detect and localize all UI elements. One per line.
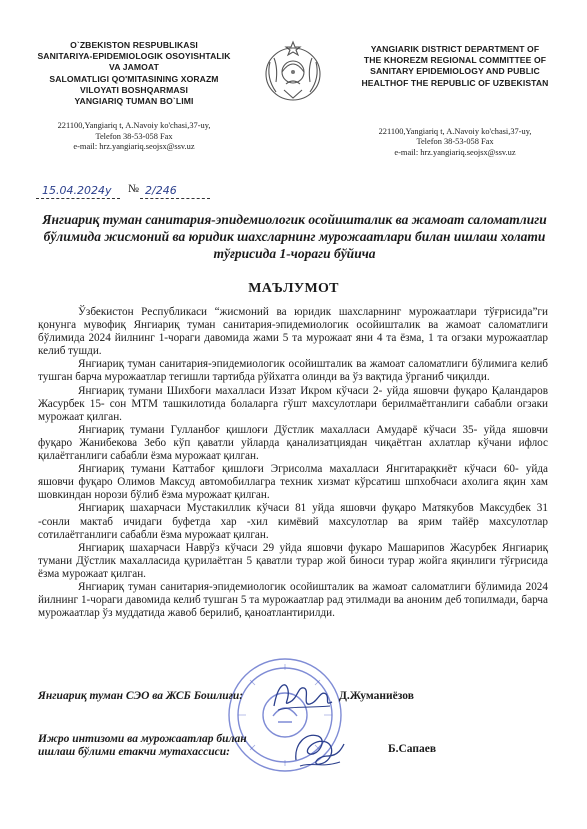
org-name-line: YANGIARIK DISTRICT DEPARTMENT OF xyxy=(370,44,540,54)
divider xyxy=(140,198,210,199)
document-title: Янгиариқ туман санитария-эпидемиологик осойишталик ва жамоат саломатлиги бўлимида жисмоний ва юридик шахсларнинг мурожаатлари билан ишлаш холати тўғрисида 1-чораги бўйича xyxy=(42,212,547,261)
specialist-label-line: Ижро интизоми ва мурожаатлар билан xyxy=(38,733,247,745)
body-paragraph: Янгиариқ тумани Гулланбоғ қишлоғи Дўстлик махалласи Амударё кўчаси 35- уйда яшовчи фуқаро Жанибекова Зебо кўп қаватли уйларда қанализатциядан чиқаётган ахлатлар кўчани ифлос қилаётганлиги сабабли ёзма мурожаат қилган. xyxy=(38,423,548,463)
body-paragraph: Янгиариқ туман санитария-эпидемиологик осойишталик ва жамоат саломатлиги бўлимига келиб тушган барча мурожаатлар тегишли тартибда рўйхатга олинди ва ўз вақтида ўрганиб чиқилди. xyxy=(38,358,548,384)
phone: Telefon 38-53-058 Fax xyxy=(95,131,173,141)
handwritten-signature xyxy=(288,726,348,772)
org-name-line: THE KHOREZM REGIONAL COMMITTEE OF xyxy=(363,55,547,66)
org-name-line: SANITARIYA-EPIDEMIOLOGIK OSOYISHTALIK xyxy=(37,51,231,62)
org-name-line: VA JAMOAT xyxy=(109,62,159,73)
handwritten-signature xyxy=(268,676,338,716)
org-name-line: HEALTHOF THE REPUBLIC OF UZBEKISTAN xyxy=(361,77,549,88)
email: e-mail: hrz.yangiariq.seojsx@ssv.uz xyxy=(73,142,195,152)
body-paragraph: Янгиариқ шахарчаси Наврўз кўчаси 29 уйда яшовчи фукаро Машарипов Жасурбек Янгиариқ тумани Дўстлик махалласида қурилаётган 5 қаватли турар жой биноси турар жойга яқинлиги тўғрисида ёзма мурожаат қилган. xyxy=(38,541,548,580)
number-sign: № xyxy=(128,183,139,195)
document-heading: МАЪЛУМОТ xyxy=(248,281,339,296)
specialist-label-line: ишлаш бўлими етакчи мутахассиси: xyxy=(38,746,230,758)
specialist-name: Б.Сапаев xyxy=(388,743,437,755)
registration-number: 2/246 xyxy=(145,184,177,197)
registration-date: 15.04.2024у xyxy=(42,184,112,197)
address: 221100,Yangiariq t, A.Navoiy ko'chasi,37-uy, xyxy=(57,121,211,131)
state-emblem-icon xyxy=(262,38,324,104)
document-body xyxy=(38,306,548,620)
head-name: Д.Жуманиёзов xyxy=(339,690,414,702)
body-paragraph: Янгиариқ тумани Шихбоғи махалласи Иззат Икром кўчаси 2- уйда яшовчи фуқаро Қаландаров Жасурбек 15- сон МТМ ташкилотида болаларга гўшт махсулотлари берилмаётганлиги сабабли огзаки мурожаат қилган. xyxy=(38,384,548,423)
header-right xyxy=(350,44,560,159)
body-paragraph: Янгиариқ туман санитария-эпидемиологик осойишталик ва жамоат саломатлиги бўлимида 2024 йилнинг 1-чораги давомида келиб тушган 5 та мурожаатлар рад этилмади ва аноним деб топилмади, барча мурожаатлар ўз муддатида жавоб берилиб, қаноатлантирилди. xyxy=(38,580,548,620)
address: 221100,Yangiariq t, A.Navoiy ko'chasi,37-uy, xyxy=(378,126,532,136)
specialist-signature-label xyxy=(38,733,247,759)
org-name-line: SALOMATLIGI QO'MITASINING XORAZM xyxy=(49,73,219,84)
org-name-line: SANITARY EPIDEMIOLOGY AND PUBLIC xyxy=(370,66,540,77)
divider xyxy=(36,198,120,199)
body-paragraph: Янгиариқ тумани Каттабоғ қишлоғи Эгрисолма махалласи Янгитарақкиёт кўчаси 60- уйда яшовчи фуқаро Олимов Максуд автомобиллагра техник хизмат кўрсатиш шпхобчаси ахолига яқин хам шовкиндан норози бўлиб ёзма мурожаат қилган. xyxy=(38,463,548,502)
phone: Telefon 38-53-058 Fax xyxy=(416,137,494,147)
org-name-line: VILOYATI BOSHQARMASI xyxy=(80,84,188,95)
head-signature-label: Янгиариқ туман СЭО ва ЖСБ Бошлиғи: xyxy=(38,690,244,702)
org-name-line: YANGIARIQ TUMAN BO`LIMI xyxy=(74,96,194,107)
email: e-mail: hrz.yangiariq.seojsx@ssv.uz xyxy=(394,148,516,157)
header-left xyxy=(28,40,240,153)
org-name-line: O`ZBEKISTON RESPUBLIKASI xyxy=(70,40,198,50)
body-paragraph: Янгиариқ шахарчаси Мустакиллик кўчаси 81 уйда яшовчи фуқаро Матякубов Максудбек 31 -сонли мактаб ичидаги буфетда хар -хил кимёвий махсулотлар ва ярим тайёр махсулотлар сотилаётганлиги сабабли ёзма мурожаат қилган. xyxy=(38,502,548,541)
body-paragraph: Ўзбекистон Республикаси “жисмоний ва юридик шахсларнинг мурожаатлари тўғрисида”ги қонунга мувофиқ Янгиариқ туман санитария-эпидемиологик осойишталик ва жамоат саломатлиги бўлимида 2024 йилнинг 1-чораги давомида жами 5 та мурожаат яни 4 та ёзма, 1 та огзаки мурожаатлар келиб тушди. xyxy=(38,306,548,358)
